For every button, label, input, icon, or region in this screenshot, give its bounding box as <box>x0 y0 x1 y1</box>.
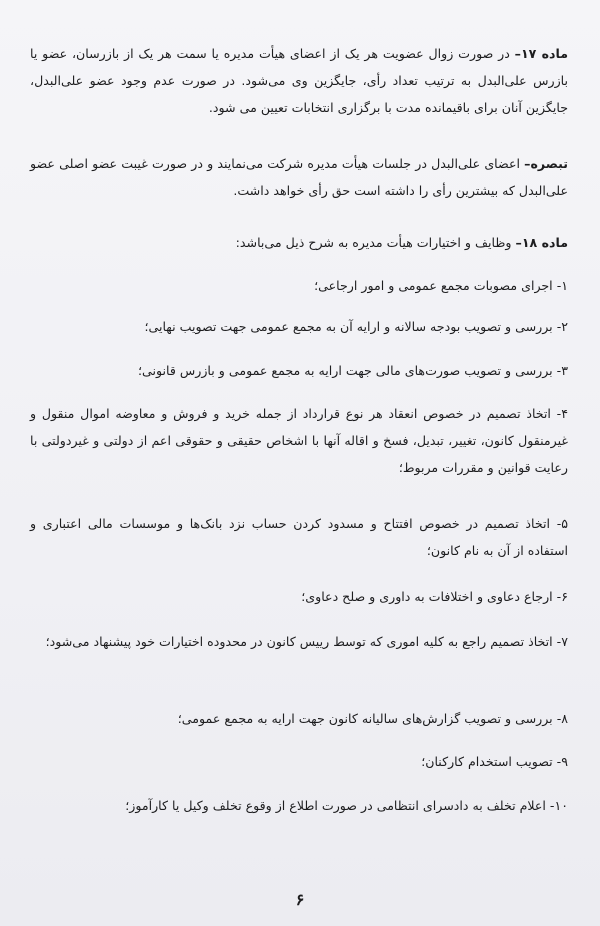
article-18-label: ماده ۱۸– <box>515 235 568 250</box>
duty-item-4: ۴- اتخاذ تصمیم در خصوص انعقاد هر نوع قرارداد از جمله خرید و فروش و معاوضه اموال منقول و غیرمنقول کانون، تغییر، تبدیل، فسخ و اقاله آنها با اشخاص حقیقی و حقوقی اعم از دولتی و غیردولتی با رعایت قوانین و مقررات مربوط؛ <box>30 406 568 475</box>
duty-item-6: ۶- ارجاع دعاوی و اختلافات به داوری و صلح دعاوی؛ <box>301 589 568 604</box>
duty-item-1: ۱- اجرای مصوبات مجمع عمومی و امور ارجاعی؛ <box>314 278 568 293</box>
article-17-note <box>30 150 568 204</box>
duty-item-2: ۲- بررسی و تصویب بودجه سالانه و ارایه آن به مجمع عمومی جهت تصویب نهایی؛ <box>144 319 568 334</box>
article-18-text: وظایف و اختیارات هیأت مدیره به شرح ذیل می‌باشد: <box>235 235 512 250</box>
duty-item-9: ۹- تصویب استخدام کارکنان؛ <box>421 754 568 769</box>
duty-item-5: ۵- اتخاذ تصمیم در خصوص افتتاح و مسدود کردن حساب نزد بانک‌ها و موسسات مالی اعتباری و استفاده از آن به نام کانون؛ <box>30 516 568 558</box>
page-number: ۶ <box>295 890 305 909</box>
article-17 <box>30 40 568 121</box>
note-text: اعضای علی‌البدل در جلسات هیأت مدیره شرکت می‌نمایند و در صورت غیبت عضو اصلی عضو علی‌البدل که بیشترین رأی را داشته است حق رأی خواهد داشت. <box>30 156 568 198</box>
duty-item-10: ۱۰- اعلام تخلف به دادسرای انتظامی در صورت اطلاع از وقوع تخلف وکیل یا کارآموز؛ <box>125 798 568 813</box>
article-17-text: در صورت زوال عضویت هر یک از اعضای هیأت مدیره یا سمت هر یک از بازرسان، عضو یا بازرس علی‌البدل به ترتیب تعداد رأی، جایگزین وی می‌شود. در صورت عدم وجود عضو علی‌البدل، جایگزین آنان برای باقیمانده مدت با برگزاری انتخابات تعیین می شود. <box>30 46 568 115</box>
article-18 <box>30 229 568 256</box>
note-label: تبصره– <box>524 156 568 171</box>
article-17-label: ماده ۱۷– <box>514 46 568 61</box>
duty-item-3: ۳- بررسی و تصویب صورت‌های مالی جهت ارایه به مجمع عمومی و بازرس قانونی؛ <box>138 363 568 378</box>
duty-item-7: ۷- اتخاذ تصمیم راجع به کلیه اموری که توسط رییس کانون در محدوده اختیارات خود پیشنهاد می‌شود؛ <box>45 634 568 649</box>
duty-item-8: ۸- بررسی و تصویب گزارش‌های سالیانه کانون جهت ارایه به مجمع عمومی؛ <box>177 711 568 726</box>
